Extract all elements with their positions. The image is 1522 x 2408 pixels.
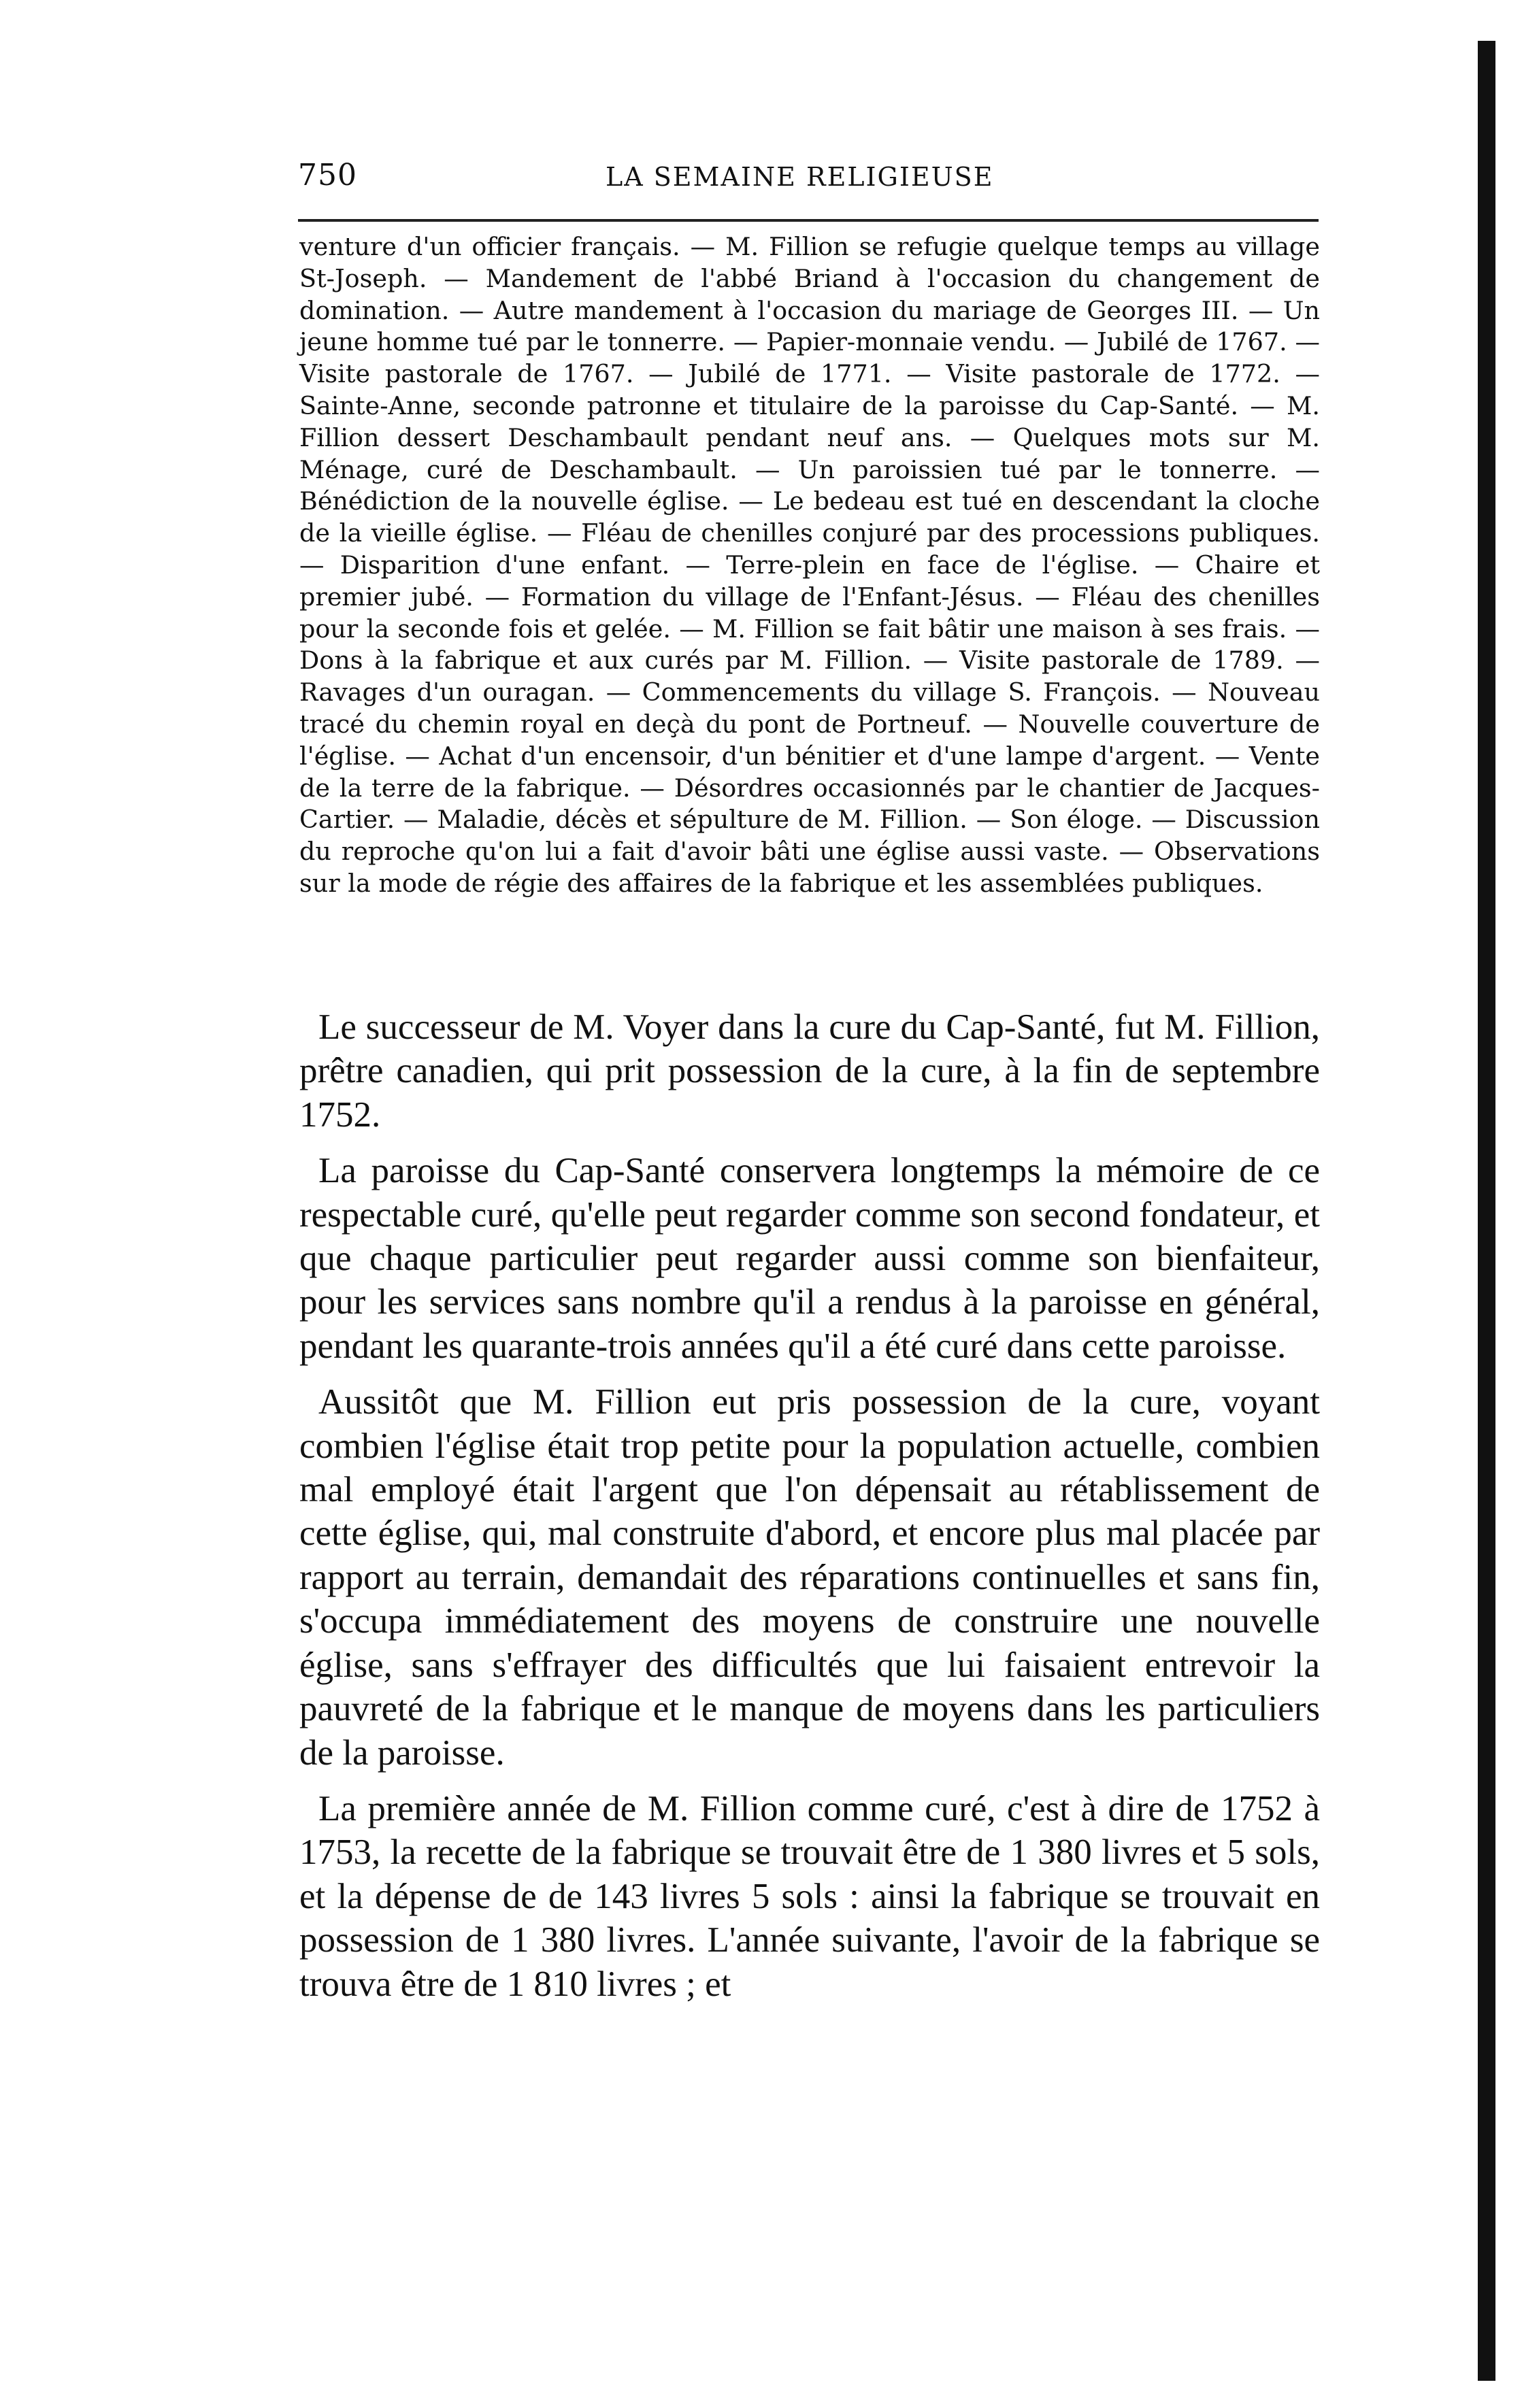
page-number: 750 xyxy=(298,158,357,193)
paragraph: La paroisse du Cap-Santé conservera longtemps la mémoire de ce respectable curé, qu'elle peut regarder comme son second fondateur, et que chaque particulier peut regarder aussi comme son bienfaiteur, pour les services sans nombre qu'il a rendus à la paroisse en général, pendant les quarante-trois années qu'il a été curé dans cette paroisse. xyxy=(299,1151,1320,1366)
paragraph: Aussitôt que M. Fillion eut pris possession de la cure, voyant combien l'église était trop petite pour la population actuelle, combien mal employé était l'argent que l'on dépensait au rétablissement de cette église, qui, mal construite d'abord, et encore plus mal placée par rapport au terrain, demandait des réparations continuelles et sans fin, s'occupa immédiatement des moyens de construire une nouvelle église, sans s'effrayer des difficultés que lui faisaient entrevoir la pauvreté de la fabrique et le manque de moyens dans les particuliers de la paroisse. xyxy=(299,1382,1320,1773)
body-text xyxy=(299,1005,1320,2018)
page-header xyxy=(298,158,1319,199)
page-binding-edge xyxy=(1478,41,1495,2381)
paragraph: Le successeur de M. Voyer dans la cure du Cap-Santé, fut M. Fillion, prêtre canadien, qui prit possession de la cure, à la fin de septembre 1752. xyxy=(299,1007,1320,1135)
running-head: LA SEMAINE RELIGIEUSE xyxy=(606,162,994,192)
paragraph: La première année de M. Fillion comme curé, c'est à dire de 1752 à 1753, la recette de la fabrique se trouvait être de 1 380 livres et 5 sols, et la dépense de de 143 livres 5 sols : ainsi la fabrique se trouvait en possession de 1 380 livres. L'année suivante, l'avoir de la fabrique se trouva être de 1 810 livres ; et xyxy=(299,1788,1320,2004)
header-rule xyxy=(298,219,1319,222)
summary-text: venture d'un officier français. — M. Fillion se refugie quelque temps au village St-Joseph. — Mandement de l'abbé Briand à l'occasion du changement de domination. — Autre mandement à l'occasion du mariage de Georges III. — Un jeune homme tué par le tonnerre. — Papier-monnaie vendu. — Jubilé de 1767. — Visite pastorale de 1767. — Jubilé de 1771. — Visite pastorale de 1772. — Sainte-Anne, seconde patronne et titulaire de la paroisse du Cap-Santé. — M. Fillion dessert Deschambault pendant neuf ans. — Quelques mots sur M. Ménage, curé de Deschambault. — Un paroissien tué par le tonnerre. — Bénédiction de la nouvelle église. — Le bedeau est tué en descendant la cloche de la vieille église. — Fléau de chenilles conjuré par des processions publiques. — Disparition d'une enfant. — Terre-plein en face de l'église. — Chaire et premier jubé. — Formation du village de l'Enfant-Jésus. — Fléau des chenilles pour la seconde fois et gelée. — M. Fillion se fait bâtir une maison à ses frais. — Dons à la fabrique et aux curés par M. Fillion. — Visite pastorale de 1789. — Ravages d'un ouragan. — Commencements du village S. François. — Nouveau tracé du chemin royal en deçà du pont de Portneuf. — Nouvelle couverture de l'église. — Achat d'un encensoir, d'un bénitier et d'une lampe d'argent. — Vente de la terre de la fabrique. — Désordres occasionnés par le chantier de Jacques-Cartier. — Maladie, décès et sépulture de M. Fillion. — Son éloge. — Discussion du reproche qu'on lui a fait d'avoir bâti une église aussi vaste. — Observations sur la mode de régie des affaires de la fabrique et les assemblées publiques. xyxy=(299,232,1320,898)
chapter-summary xyxy=(299,231,1320,900)
